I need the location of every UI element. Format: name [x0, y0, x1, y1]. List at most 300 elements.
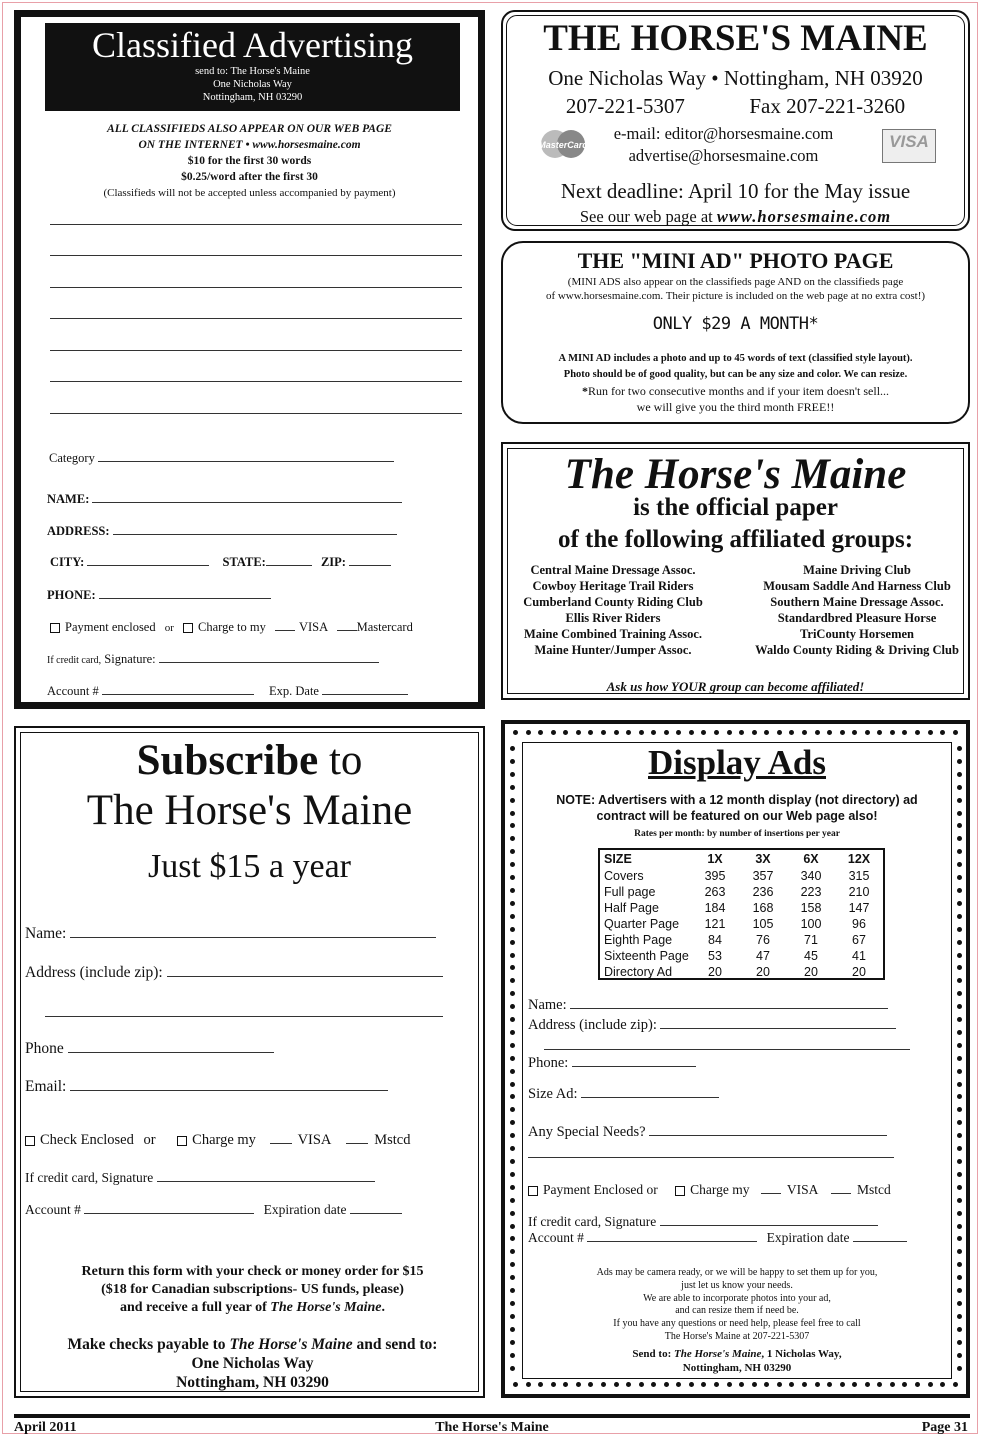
disp-needs-label: Any Special Needs?: [528, 1124, 646, 1140]
sub-visa-input[interactable]: [270, 1131, 292, 1144]
disp-account-input[interactable]: [587, 1229, 757, 1242]
ad-text-line[interactable]: [50, 318, 462, 319]
border-dot: [510, 1172, 515, 1177]
disp-send-c: , 1 Nicholas Way,: [761, 1348, 842, 1360]
sub-name-input[interactable]: [70, 923, 436, 938]
mastercard-input[interactable]: [337, 618, 357, 631]
rates-cell: Eighth Page: [604, 933, 673, 947]
rates-header: SIZE: [604, 852, 632, 866]
affiliate-item: Maine Combined Training Assoc.: [523, 627, 703, 641]
border-dot: [957, 1340, 962, 1345]
dot-border-bottom: [513, 1382, 958, 1387]
masthead-phone: 207-221-5307: [565, 94, 685, 118]
border-dot: [957, 1004, 962, 1009]
sub-payable-c: and send to:: [356, 1336, 438, 1353]
border-dot: [701, 1382, 706, 1387]
border-dot: [614, 1382, 619, 1387]
disp-name-label: Name:: [528, 997, 567, 1013]
sub-mstcd-input[interactable]: [346, 1131, 368, 1144]
border-dot: [957, 1056, 962, 1061]
border-dot: [739, 730, 744, 735]
border-dot: [510, 1030, 515, 1035]
border-dot: [957, 875, 962, 880]
city-state-zip: [50, 553, 391, 570]
border-dot: [689, 730, 694, 735]
visa-label: VISA: [298, 620, 328, 634]
mini-ad-desc-1: A MINI AD includes a photo and up to 45 words of text (classified style layout).: [558, 353, 913, 364]
affiliate-item: Waldo County Riding & Driving Club: [755, 643, 959, 657]
state-input[interactable]: [266, 553, 312, 566]
mini-ad-desc-2: Photo should be of good quality, but can be any size and color. We can resize.: [563, 369, 908, 380]
sub-phone-label: Phone: [25, 1040, 64, 1057]
border-dot: [802, 730, 807, 735]
border-dot: [701, 730, 706, 735]
rates-header: 6X: [803, 852, 819, 866]
border-dot: [957, 1275, 962, 1280]
disp-size-input[interactable]: [581, 1084, 719, 1098]
border-dot: [510, 1107, 515, 1112]
address-label: ADDRESS:: [47, 524, 110, 538]
border-dot: [510, 1069, 515, 1074]
disp-account-label: Account #: [528, 1230, 584, 1245]
border-dot: [510, 1159, 515, 1164]
sub-check-label: Check Enclosed: [40, 1132, 134, 1148]
classified-addr1: One Nicholas Way: [213, 79, 292, 90]
border-dot: [714, 730, 719, 735]
rates-cell: Quarter Page: [604, 917, 680, 931]
border-dot: [510, 823, 515, 828]
exp-label: Exp. Date: [268, 684, 319, 698]
name-input[interactable]: [92, 490, 402, 503]
sub-phone-input[interactable]: [68, 1038, 274, 1053]
sub-account-label: Account #: [25, 1202, 81, 1217]
border-dot: [576, 1382, 581, 1387]
border-dot: [902, 1382, 907, 1387]
border-dot: [538, 1382, 543, 1387]
mastercard-label: Mastercard: [356, 620, 413, 634]
ad-text-line[interactable]: [50, 287, 462, 288]
address-field: [47, 522, 397, 539]
border-dot: [626, 730, 631, 735]
rates-row: [600, 916, 883, 932]
border-dot: [815, 1382, 820, 1387]
mini-ad-desc-3: [503, 383, 968, 399]
affiliates-footer: Ask us how YOUR group can become affiliated!: [606, 679, 865, 694]
border-dot: [510, 1004, 515, 1009]
border-dot: [957, 785, 962, 790]
category-label: Category: [49, 451, 95, 465]
border-dot: [510, 875, 515, 880]
rates-cell: 121: [704, 917, 726, 931]
border-dot: [510, 901, 515, 906]
rates-cell: 20: [804, 965, 818, 979]
sub-payment-options: [25, 1131, 410, 1149]
border-dot: [957, 1185, 962, 1190]
sub-mstcd-label: Mstcd: [374, 1132, 411, 1148]
sub-check-checkbox[interactable]: [25, 1136, 35, 1146]
sub-return-3a: and receive a full year of: [119, 1300, 267, 1315]
sub-address-line-2[interactable]: [45, 1016, 443, 1017]
sub-payable-a: Make checks payable to: [67, 1336, 226, 1353]
signature-field: [47, 650, 379, 667]
disp-info-line: We are able to incorporate photos into your ad,: [643, 1292, 831, 1304]
border-dot: [689, 1382, 694, 1387]
disp-payment-checkbox[interactable]: [528, 1186, 538, 1196]
border-dot: [510, 1133, 515, 1138]
zip-label: ZIP:: [320, 555, 346, 569]
rates-table: [598, 848, 885, 980]
ad-text-line[interactable]: [50, 413, 462, 414]
masthead-box: [501, 10, 970, 231]
border-dot: [789, 730, 794, 735]
border-dot: [626, 1382, 631, 1387]
border-dot: [510, 798, 515, 803]
display-ads-note-1: NOTE: Advertisers with a 12 month display (not directory) ad: [556, 793, 918, 807]
payment-enclosed-label: Payment enclosed: [65, 620, 156, 634]
address-input[interactable]: [113, 522, 397, 535]
rates-cell: 223: [800, 885, 822, 899]
account-input[interactable]: [102, 682, 254, 695]
border-dot: [588, 730, 593, 735]
classified-info: [21, 121, 478, 201]
account-label: Account #: [47, 684, 99, 698]
border-dot: [510, 785, 515, 790]
disp-name-input[interactable]: [570, 995, 888, 1009]
border-dot: [940, 1382, 945, 1387]
border-dot: [510, 1082, 515, 1087]
if-credit-label: If credit card,: [47, 655, 102, 666]
border-dot: [877, 1382, 882, 1387]
name-label: NAME:: [47, 492, 90, 506]
sub-signature-field: [25, 1169, 375, 1186]
disp-mstcd-input[interactable]: [831, 1181, 851, 1194]
sub-address-input[interactable]: [167, 962, 443, 977]
border-dot: [601, 730, 606, 735]
payment-enclosed-checkbox[interactable]: [50, 623, 60, 633]
disp-address-field: [528, 1015, 896, 1034]
disp-phone-label: Phone:: [528, 1055, 569, 1071]
sub-charge-checkbox[interactable]: [177, 1136, 187, 1146]
border-dot: [651, 1382, 656, 1387]
border-dot: [510, 1327, 515, 1332]
phone-input[interactable]: [99, 586, 271, 599]
sub-email-input[interactable]: [70, 1076, 388, 1091]
rates-cell: 47: [756, 949, 770, 963]
masthead-web: [507, 206, 964, 228]
disp-address-line-2[interactable]: [544, 1049, 910, 1050]
border-dot: [510, 940, 515, 945]
rates-cell: 340: [800, 869, 822, 883]
border-dot: [727, 1382, 732, 1387]
ad-text-line[interactable]: [50, 224, 462, 225]
rates-cell: 236: [752, 885, 774, 899]
mini-ad-desc-3-text: Run for two consecutive months and if your item doesn't sell...: [587, 384, 890, 398]
sub-addr-1: One Nicholas Way: [191, 1355, 314, 1372]
border-dot: [957, 823, 962, 828]
rates-cell: 100: [800, 917, 822, 931]
border-dot: [614, 730, 619, 735]
border-dot: [639, 730, 644, 735]
border-dot: [510, 1340, 515, 1345]
masthead-email-2: advertise@horsesmaine.com: [628, 146, 819, 165]
web-note-2: ON THE INTERNET • www.horsesmaine.com: [138, 139, 361, 151]
state-label: STATE:: [222, 555, 266, 569]
border-dot: [957, 1236, 962, 1241]
border-dot: [802, 1382, 807, 1387]
border-dot: [777, 730, 782, 735]
rates-header: 3X: [755, 852, 771, 866]
border-dot: [676, 730, 681, 735]
border-dot: [957, 1353, 962, 1358]
border-dot: [815, 730, 820, 735]
mini-ad-box: [501, 241, 970, 424]
city-input[interactable]: [87, 553, 209, 566]
border-dot: [739, 1382, 744, 1387]
footer-paper: The Horse's Maine: [435, 1420, 549, 1435]
border-dot: [957, 953, 962, 958]
border-dot: [957, 772, 962, 777]
border-dot: [957, 888, 962, 893]
disp-exp-input[interactable]: [853, 1229, 907, 1242]
disp-needs-line-2[interactable]: [528, 1157, 894, 1158]
phone-field: [47, 586, 271, 603]
disp-account-field: [528, 1229, 907, 1246]
sub-if-credit-label: If credit card, Signature: [25, 1170, 154, 1185]
masthead-inner: [506, 15, 965, 226]
disp-needs-input[interactable]: [649, 1122, 887, 1136]
border-dot: [957, 965, 962, 970]
border-dot: [957, 1030, 962, 1035]
border-dot: [957, 1301, 962, 1306]
border-dot: [957, 901, 962, 906]
border-dot: [777, 1382, 782, 1387]
sub-address-field: [25, 962, 443, 982]
border-dot: [957, 1159, 962, 1164]
zip-input[interactable]: [349, 553, 391, 566]
rates-cell: 84: [708, 933, 722, 947]
border-dot: [764, 730, 769, 735]
border-dot: [957, 1288, 962, 1293]
sub-name-field: [25, 923, 436, 943]
affiliate-item: Central Maine Dressage Assoc.: [530, 563, 696, 577]
border-dot: [510, 746, 515, 751]
ad-text-line[interactable]: [50, 255, 462, 256]
border-dot: [510, 1198, 515, 1203]
sub-signature-input[interactable]: [157, 1169, 375, 1182]
disp-size-label: Size Ad:: [528, 1086, 578, 1102]
disp-address-label: Address (include zip):: [528, 1017, 657, 1033]
border-dot: [510, 914, 515, 919]
disp-send-to: [523, 1347, 951, 1361]
sub-exp-input[interactable]: [350, 1201, 402, 1214]
subscribe-title-bold: Subscribe: [136, 737, 319, 784]
border-dot: [510, 1185, 515, 1190]
border-dot: [510, 965, 515, 970]
sub-addr-2: Nottingham, NH 03290: [176, 1374, 329, 1391]
disp-info: [523, 1267, 951, 1344]
signature-label: Signature:: [104, 652, 156, 666]
border-dot: [957, 1249, 962, 1254]
sub-address-label: Address (include zip):: [25, 964, 163, 981]
border-dot: [510, 1262, 515, 1267]
name-field: [47, 490, 402, 507]
sub-account-input[interactable]: [84, 1201, 254, 1214]
border-dot: [957, 978, 962, 983]
border-dot: [576, 730, 581, 735]
charge-checkbox[interactable]: [183, 623, 193, 633]
border-dot: [510, 1017, 515, 1022]
border-dot: [510, 1146, 515, 1151]
border-dot: [915, 730, 920, 735]
border-dot: [526, 1382, 531, 1387]
border-dot: [510, 811, 515, 816]
rates-row: [600, 932, 883, 948]
classified-send-to: send to: The Horse's Maine: [195, 66, 310, 77]
border-dot: [957, 1120, 962, 1125]
border-dot: [563, 730, 568, 735]
display-ads-title: Display Ads: [648, 743, 826, 782]
sub-visa-label: VISA: [297, 1132, 331, 1148]
disp-info-line: Ads may be camera ready, or we will be happy to set them up for you,: [596, 1267, 878, 1278]
border-dot: [639, 1382, 644, 1387]
border-dot: [957, 811, 962, 816]
border-dot: [510, 1353, 515, 1358]
border-dot: [789, 1382, 794, 1387]
border-dot: [513, 1382, 518, 1387]
disp-signature-field: [528, 1213, 878, 1230]
account-field: [47, 682, 408, 699]
subscribe-title-2: The Horse's Maine: [86, 787, 413, 834]
rates-cell: 168: [752, 901, 774, 915]
border-dot: [957, 759, 962, 764]
border-dot: [957, 1198, 962, 1203]
disp-visa-input[interactable]: [761, 1181, 781, 1194]
signature-input[interactable]: [159, 650, 379, 663]
border-dot: [510, 759, 515, 764]
border-dot: [727, 730, 732, 735]
sub-payable-b: The Horse's Maine: [229, 1336, 353, 1353]
affiliates-inner: [507, 448, 964, 694]
rates-cell: 158: [800, 901, 822, 915]
disp-needs-field: [528, 1122, 887, 1141]
disp-size-field: [528, 1084, 719, 1103]
border-dot: [510, 1094, 515, 1099]
city-label: CITY:: [50, 555, 85, 569]
masthead-address: One Nicholas Way • Nottingham, NH 03920: [548, 66, 923, 90]
border-dot: [510, 991, 515, 996]
rates-cell: 67: [852, 933, 866, 947]
disp-payment-label: Payment Enclosed or: [543, 1182, 658, 1197]
rates-cell: 147: [848, 901, 870, 915]
rates-row: [600, 884, 883, 900]
rates-row: [600, 948, 883, 964]
footer-date: April 2011: [14, 1420, 77, 1435]
disp-charge-checkbox[interactable]: [675, 1186, 685, 1196]
disp-name-field: [528, 995, 888, 1014]
sub-payable: [24, 1335, 481, 1354]
border-dot: [538, 730, 543, 735]
border-dot: [510, 1056, 515, 1061]
masthead-title: THE HORSE'S MAINE: [543, 18, 928, 59]
border-dot: [957, 1366, 962, 1371]
exp-input[interactable]: [322, 682, 408, 695]
rates-header-row: [600, 851, 883, 868]
sub-return-3b: The Horse's Maine: [270, 1300, 382, 1315]
mini-ad-price: ONLY $29 A MONTH*: [652, 314, 819, 334]
border-dot: [915, 1382, 920, 1387]
affiliate-item: Cumberland County Riding Club: [523, 595, 703, 609]
sub-charge-label: Charge my: [192, 1132, 256, 1148]
disp-if-credit-label: If credit card, Signature: [528, 1214, 657, 1229]
disp-signature-input[interactable]: [660, 1213, 878, 1226]
rates-cell: Half Page: [604, 901, 659, 915]
border-dot: [510, 1224, 515, 1229]
rates-cell: 315: [848, 869, 870, 883]
border-dot: [890, 1382, 895, 1387]
border-dot: [510, 836, 515, 841]
disp-address-input[interactable]: [660, 1015, 896, 1029]
rates-cell: 41: [852, 949, 866, 963]
category-input[interactable]: [98, 449, 394, 462]
rates-cell: 105: [752, 917, 774, 931]
disp-info-line: and can resize them if need be.: [675, 1305, 799, 1317]
rates-caption: Rates per month: by number of insertions per year: [634, 829, 840, 839]
border-dot: [953, 730, 958, 735]
affiliate-item: Mousam Saddle And Harness Club: [763, 579, 951, 593]
masthead-web-link[interactable]: www.horsesmaine.com: [716, 207, 892, 226]
web-note-1: ALL CLASSIFIEDS ALSO APPEAR ON OUR WEB PAGE: [107, 123, 392, 135]
visa-logo: VISA: [882, 129, 936, 163]
border-dot: [551, 730, 556, 735]
ad-text-line[interactable]: [50, 381, 462, 382]
disp-phone-input[interactable]: [572, 1053, 696, 1067]
disp-phone-field: [528, 1053, 696, 1072]
sub-name-label: Name:: [25, 925, 67, 942]
affiliates-line-3: of the following affiliated groups:: [557, 526, 914, 553]
border-dot: [510, 888, 515, 893]
border-dot: [928, 730, 933, 735]
border-dot: [957, 836, 962, 841]
payment-note: (Classifieds will not be accepted unless accompanied by payment): [103, 187, 396, 199]
border-dot: [852, 730, 857, 735]
ad-text-line[interactable]: [50, 350, 462, 351]
border-dot: [957, 991, 962, 996]
visa-input[interactable]: [275, 618, 295, 631]
affiliate-item: TriCounty Horsemen: [800, 627, 914, 641]
dot-border-left: [510, 746, 515, 1371]
border-dot: [957, 1133, 962, 1138]
border-dot: [510, 1043, 515, 1048]
border-dot: [827, 730, 832, 735]
dot-border-right: [957, 746, 962, 1371]
rates-header: 12X: [847, 852, 871, 866]
rates-cell: 53: [708, 949, 722, 963]
border-dot: [890, 730, 895, 735]
border-dot: [865, 730, 870, 735]
border-dot: [510, 1366, 515, 1371]
affiliates-right-list: [752, 562, 962, 658]
border-dot: [957, 798, 962, 803]
border-dot: [957, 1262, 962, 1267]
subscribe-title-to: to: [318, 737, 363, 784]
mini-ad-desc-4: we will give you the third month FREE!!: [636, 400, 835, 414]
border-dot: [551, 1382, 556, 1387]
sub-account-field: [25, 1201, 402, 1218]
rates-header: 1X: [707, 852, 723, 866]
sub-return-3: and receive a full year of The Horse's Maine.: [119, 1300, 386, 1315]
border-dot: [510, 978, 515, 983]
charge-label: Charge to my: [198, 620, 266, 634]
